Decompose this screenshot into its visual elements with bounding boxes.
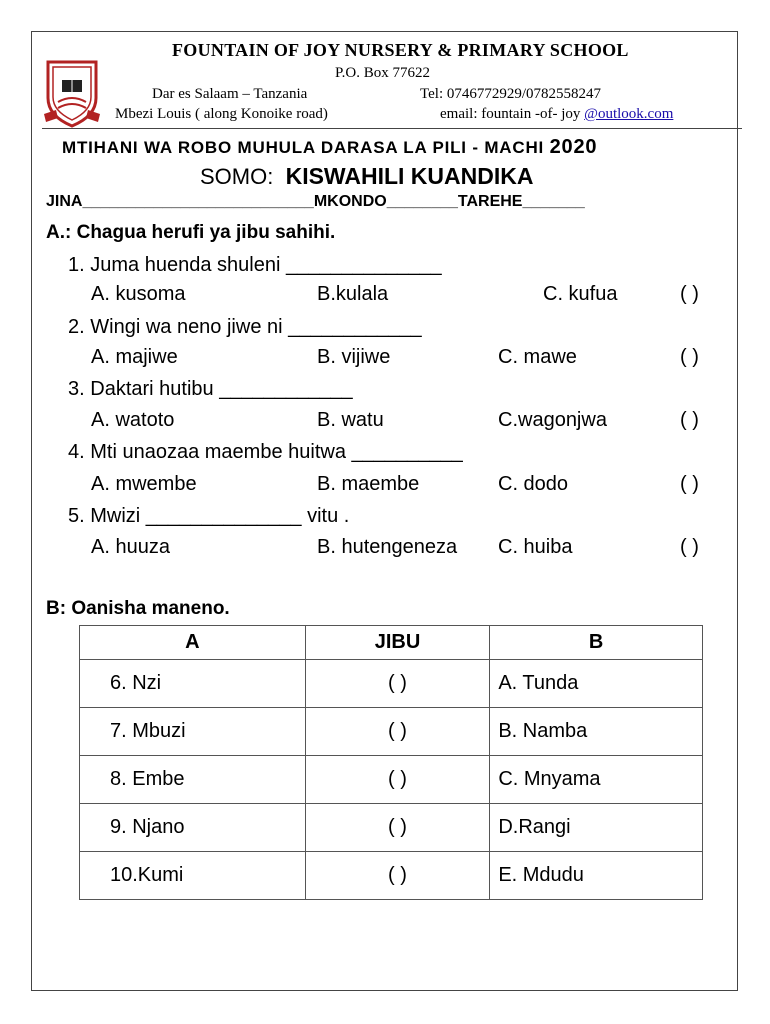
answer-box[interactable]: ( ) (305, 708, 490, 756)
question-text: Mwizi ______________ vitu . (90, 505, 350, 527)
option-a: A. watoto (91, 409, 175, 431)
option-a: A. mwembe (91, 473, 197, 495)
exam-title-text: MTIHANI WA ROBO MUHULA DARASA LA PILI - MACHI (62, 138, 545, 157)
email-prefix: email: fountain -of- joy (440, 106, 585, 122)
table-row (80, 756, 703, 804)
table-row (80, 852, 703, 900)
cell-a: 10.Kumi (80, 852, 306, 900)
po-box: P.O. Box 77622 (335, 65, 431, 81)
school-logo (44, 54, 100, 128)
answer-box[interactable]: ( ) (680, 409, 699, 431)
answer-box[interactable]: ( ) (680, 283, 699, 305)
school-tel: Tel: 0746772929/0782558247 (420, 86, 602, 102)
question-number: 5. (68, 505, 85, 527)
exam-title (62, 136, 597, 159)
column-header-b: B (490, 626, 703, 660)
table-row (80, 660, 703, 708)
subject-label: SOMO: (200, 164, 274, 189)
section-a-title: A.: Chagua herufi ya jibu sahihi. (46, 222, 336, 243)
column-header-a: A (80, 626, 306, 660)
column-header-jibu: JIBU (305, 626, 490, 660)
cell-a: 8. Embe (80, 756, 306, 804)
question-text: Wingi wa neno jiwe ni ____________ (90, 316, 422, 338)
question-text: Daktari hutibu ____________ (90, 378, 353, 400)
subject-line (200, 163, 533, 190)
cell-b: E. Mdudu (490, 852, 703, 900)
cell-b: B. Namba (490, 708, 703, 756)
cell-b: A. Tunda (490, 660, 703, 708)
cell-a: 6. Nzi (80, 660, 306, 708)
answer-box[interactable]: ( ) (305, 660, 490, 708)
school-address: Mbezi Louis ( along Konoike road) (115, 106, 328, 122)
school-name: FOUNTAIN OF JOY NURSERY & PRIMARY SCHOOL (172, 40, 629, 60)
answer-box[interactable]: ( ) (305, 756, 490, 804)
header-rule (42, 128, 742, 129)
question-2 (68, 316, 422, 339)
exam-year: 2020 (549, 136, 598, 158)
question-5 (68, 505, 349, 528)
option-b: B. vijiwe (317, 346, 391, 368)
question-3 (68, 378, 353, 401)
question-4 (68, 441, 463, 464)
option-a: A. majiwe (91, 346, 178, 368)
question-number: 4. (68, 441, 85, 463)
option-a: A. kusoma (91, 283, 186, 305)
cell-b: C. Mnyama (490, 756, 703, 804)
table-row (80, 708, 703, 756)
option-c: C. kufua (543, 283, 618, 305)
answer-box[interactable]: ( ) (680, 536, 699, 558)
school-email (440, 106, 673, 123)
cell-a: 7. Mbuzi (80, 708, 306, 756)
option-b: B.kulala (317, 283, 389, 305)
option-a: A. huuza (91, 536, 170, 558)
option-b: B. watu (317, 409, 384, 431)
question-1 (68, 254, 442, 277)
answer-box[interactable]: ( ) (305, 852, 490, 900)
question-text: Juma huenda shuleni ______________ (90, 254, 442, 276)
option-b: B. hutengeneza (317, 536, 458, 558)
answer-box[interactable]: ( ) (680, 346, 699, 368)
school-city: Dar es Salaam – Tanzania (152, 86, 308, 102)
name-stream-date-line: JINA__________________________MKONDO________TAREHE_______ (46, 193, 585, 210)
question-text: Mti unaozaa maembe huitwa __________ (90, 441, 463, 463)
cell-b: D.Rangi (490, 804, 703, 852)
cell-a: 9. Njano (80, 804, 306, 852)
option-c: C.wagonjwa (498, 409, 607, 431)
table-row (80, 804, 703, 852)
question-number: 3. (68, 378, 85, 400)
question-number: 1. (68, 254, 85, 276)
section-b-title: B: Oanisha maneno. (46, 598, 230, 619)
question-number: 2. (68, 316, 85, 338)
subject-name: KISWAHILI KUANDIKA (285, 163, 534, 189)
option-c: C. dodo (498, 473, 569, 495)
answer-box[interactable]: ( ) (680, 473, 699, 495)
option-c: C. huiba (498, 536, 573, 558)
email-link[interactable]: @outlook.com (584, 106, 674, 122)
option-c: C. mawe (498, 346, 577, 368)
matching-table (79, 625, 703, 900)
option-b: B. maembe (317, 473, 420, 495)
answer-box[interactable]: ( ) (305, 804, 490, 852)
table-header-row (80, 626, 703, 660)
